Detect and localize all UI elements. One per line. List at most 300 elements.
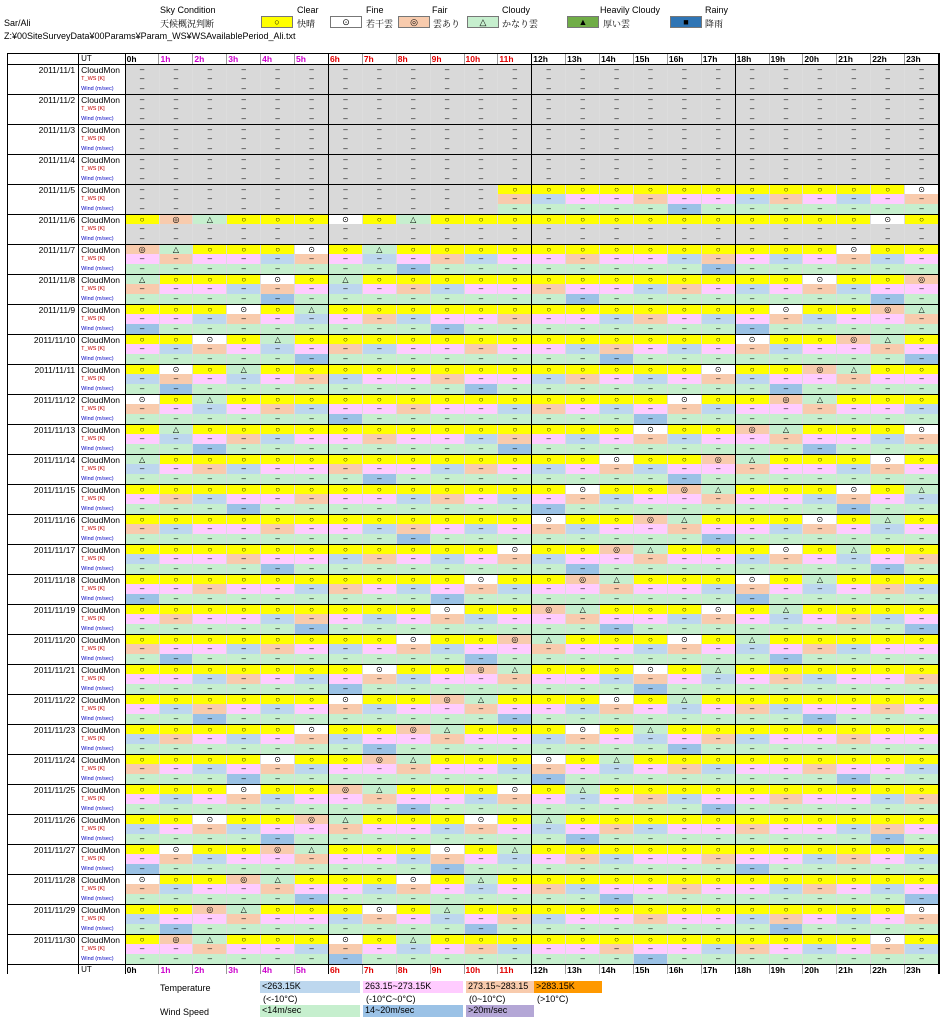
cell-cloud: △ — [566, 605, 600, 614]
legend-temp-bin-1: <263.15K — [260, 981, 360, 993]
cell-cloud: ○ — [600, 635, 634, 644]
cell-wind: – — [431, 894, 465, 904]
date-label: 2011/11/22 — [8, 695, 79, 704]
cell-cloud: ○ — [431, 305, 465, 314]
cell-cloud: ○ — [227, 545, 261, 554]
date-spacer — [8, 254, 79, 264]
cell-cloud: ○ — [126, 665, 160, 674]
cell-temp: – — [431, 314, 465, 324]
day-row-cloud — [8, 814, 939, 824]
cell-cloud: ○ — [803, 845, 837, 854]
cell-temp: – — [329, 494, 363, 504]
day-row-cloud — [8, 454, 939, 464]
cell-wind: – — [668, 114, 702, 124]
cell-cloud: ○ — [261, 785, 295, 794]
cell-temp: – — [566, 74, 600, 84]
cell-temp: – — [736, 404, 770, 414]
row-label-wind: Wind (m/sec) — [79, 924, 125, 934]
cell-temp: – — [837, 614, 871, 624]
cell-temp: – — [770, 314, 804, 324]
header-date-spacer — [8, 54, 79, 64]
cell-cloud: ○ — [634, 905, 668, 914]
day-row-cloud — [8, 64, 939, 74]
cell-temp: – — [160, 794, 194, 804]
day-row-cloud — [8, 394, 939, 404]
date-label: 2011/11/30 — [8, 935, 79, 944]
cell-cloud: ○ — [193, 605, 227, 614]
day-row-wind — [8, 114, 939, 124]
day-row-wind — [8, 924, 939, 934]
cell-cloud: ○ — [803, 455, 837, 464]
day-row-cloud — [8, 214, 939, 224]
cell-wind: – — [126, 114, 160, 124]
cell-cloud: ○ — [498, 395, 532, 404]
cell-wind: – — [160, 744, 194, 754]
date-spacer — [8, 564, 79, 574]
hour-footer-11: 11h — [498, 965, 532, 974]
cell-wind: – — [736, 774, 770, 784]
row-label-temp: T_WS [K] — [79, 764, 125, 774]
cell-wind: – — [803, 294, 837, 304]
date-spacer — [8, 864, 79, 874]
cell-wind: – — [566, 504, 600, 514]
cell-cloud: ○ — [227, 515, 261, 524]
hour-footer-21: 21h — [837, 965, 871, 974]
cell-wind: – — [566, 384, 600, 394]
cell-wind: – — [261, 864, 295, 874]
row-label-cloud: CloudMon — [79, 125, 125, 134]
cell-temp: – — [193, 764, 227, 774]
cell-temp: – — [600, 644, 634, 654]
cell-temp: – — [837, 134, 871, 144]
cell-cloud: ○ — [905, 815, 939, 824]
cell-wind: – — [126, 714, 160, 724]
cell-wind: – — [634, 504, 668, 514]
cell-wind: – — [770, 924, 804, 934]
date-spacer — [8, 204, 79, 214]
cell-temp: – — [397, 404, 431, 414]
cell-temp: – — [837, 164, 871, 174]
cell-cloud: ○ — [871, 695, 905, 704]
cell-cloud: ○ — [431, 215, 465, 224]
cell-cloud: ○ — [668, 785, 702, 794]
cell-wind: – — [363, 834, 397, 844]
cell-wind: – — [363, 684, 397, 694]
cell-cloud: ◎ — [126, 245, 160, 254]
cell-wind: – — [431, 114, 465, 124]
cell-cloud: ○ — [160, 515, 194, 524]
cell-temp: – — [193, 254, 227, 264]
cell-wind: – — [431, 564, 465, 574]
cell-cloud: ○ — [465, 425, 499, 434]
cell-cloud: ◎ — [566, 575, 600, 584]
cell-wind: – — [566, 354, 600, 364]
cell-wind: – — [498, 714, 532, 724]
cell-cloud: ○ — [532, 935, 566, 944]
day-row-temp — [8, 794, 939, 804]
cell-cloud: ○ — [532, 185, 566, 194]
cell-wind: – — [397, 684, 431, 694]
hour-header-7: 7h — [363, 54, 397, 64]
day-row-temp — [8, 344, 939, 354]
cell-temp: – — [227, 734, 261, 744]
cell-wind: – — [532, 174, 566, 184]
cell-cloud: △ — [600, 575, 634, 584]
date-label: 2011/11/16 — [8, 515, 79, 524]
cell-cloud: ○ — [837, 575, 871, 584]
cell-wind: – — [261, 144, 295, 154]
cell-wind: – — [770, 894, 804, 904]
cell-wind: – — [736, 684, 770, 694]
cell-cloud: ○ — [363, 935, 397, 944]
cell-cloud: ○ — [295, 425, 329, 434]
cell-temp: – — [736, 74, 770, 84]
cell-wind: – — [227, 324, 261, 334]
cell-cloud: ⊙ — [329, 695, 363, 704]
date-spacer — [8, 374, 79, 384]
cell-temp: – — [126, 764, 160, 774]
cell-temp: – — [871, 374, 905, 384]
cell-temp: – — [871, 134, 905, 144]
cell-wind: – — [702, 324, 736, 334]
day-row-temp — [8, 914, 939, 924]
cell-wind: – — [329, 744, 363, 754]
cell-temp: – — [431, 884, 465, 894]
cell-temp: – — [227, 374, 261, 384]
cell-temp: – — [193, 614, 227, 624]
cell-cloud: △ — [837, 545, 871, 554]
cell-wind: – — [193, 444, 227, 454]
cell-cloud: – — [803, 155, 837, 164]
cell-temp: – — [770, 254, 804, 264]
date-label: 2011/11/18 — [8, 575, 79, 584]
cell-temp: – — [295, 824, 329, 834]
date-spacer — [8, 704, 79, 714]
cell-temp: – — [261, 764, 295, 774]
cell-temp: – — [295, 944, 329, 954]
cell-cloud: ○ — [803, 785, 837, 794]
cell-cloud: ⊙ — [871, 215, 905, 224]
cell-temp: – — [329, 914, 363, 924]
cell-cloud: ○ — [397, 425, 431, 434]
day-row-temp — [8, 734, 939, 744]
cell-temp: – — [363, 284, 397, 294]
cell-cloud: ○ — [837, 905, 871, 914]
cell-cloud: – — [329, 65, 363, 74]
cell-wind: – — [465, 834, 499, 844]
cell-temp: – — [465, 344, 499, 354]
cell-wind: – — [126, 174, 160, 184]
cell-wind: – — [465, 444, 499, 454]
cell-temp: – — [871, 284, 905, 294]
row-label-cloud: CloudMon — [79, 155, 125, 164]
day-row-temp — [8, 704, 939, 714]
cell-temp: – — [905, 824, 939, 834]
cell-cloud: ○ — [770, 365, 804, 374]
cell-wind: – — [905, 504, 939, 514]
cell-cloud: ○ — [160, 755, 194, 764]
cell-wind: – — [871, 894, 905, 904]
cell-cloud: ○ — [465, 605, 499, 614]
cell-wind: – — [329, 504, 363, 514]
cell-wind: – — [465, 234, 499, 244]
cell-temp: – — [837, 854, 871, 864]
cell-wind: – — [126, 954, 160, 964]
cell-cloud: ○ — [668, 845, 702, 854]
cell-wind: – — [397, 414, 431, 424]
cell-wind: – — [126, 264, 160, 274]
date-spacer — [8, 684, 79, 694]
cell-wind: – — [193, 954, 227, 964]
cell-cloud: ○ — [736, 185, 770, 194]
cell-wind: – — [905, 294, 939, 304]
cell-wind: – — [397, 444, 431, 454]
cell-cloud: ○ — [600, 215, 634, 224]
cell-temp: – — [261, 674, 295, 684]
day-row-wind — [8, 774, 939, 784]
cell-temp: – — [431, 914, 465, 924]
cell-temp: – — [397, 374, 431, 384]
cell-temp: – — [837, 224, 871, 234]
cell-temp: – — [465, 284, 499, 294]
cell-cloud: – — [295, 185, 329, 194]
row-label-cloud: CloudMon — [79, 815, 125, 824]
cell-temp: – — [295, 164, 329, 174]
cell-temp: – — [193, 74, 227, 84]
cell-cloud: ○ — [837, 635, 871, 644]
cell-wind: – — [227, 774, 261, 784]
cell-cloud: ○ — [736, 245, 770, 254]
cell-wind: – — [431, 174, 465, 184]
cell-wind: – — [160, 84, 194, 94]
cell-wind: – — [532, 84, 566, 94]
cell-cloud: ⊙ — [634, 665, 668, 674]
cell-temp: – — [566, 494, 600, 504]
cell-cloud: ⊙ — [668, 635, 702, 644]
cell-temp: – — [668, 854, 702, 864]
cell-wind: – — [160, 384, 194, 394]
cell-temp: – — [566, 434, 600, 444]
cell-cloud: ○ — [397, 665, 431, 674]
legend-wind-label: Wind Speed — [160, 1007, 210, 1017]
cell-wind: – — [702, 804, 736, 814]
cell-wind: – — [295, 534, 329, 544]
cell-wind: – — [227, 444, 261, 454]
cell-temp: – — [498, 944, 532, 954]
cell-wind: – — [431, 594, 465, 604]
cell-temp: – — [160, 524, 194, 534]
cell-cloud: △ — [770, 605, 804, 614]
cell-wind: – — [702, 534, 736, 544]
cell-cloud: ○ — [295, 515, 329, 524]
row-label-temp: T_WS [K] — [79, 734, 125, 744]
cell-temp: – — [126, 164, 160, 174]
cell-temp: – — [600, 614, 634, 624]
cell-temp: – — [532, 104, 566, 114]
cell-wind: – — [431, 774, 465, 784]
cell-temp: – — [261, 644, 295, 654]
cell-wind: – — [160, 474, 194, 484]
cell-temp: – — [329, 404, 363, 414]
cell-wind: – — [261, 744, 295, 754]
cell-wind: – — [363, 84, 397, 94]
cell-cloud: ○ — [600, 725, 634, 734]
cell-cloud: ○ — [566, 365, 600, 374]
cell-cloud: – — [566, 95, 600, 104]
cell-temp: – — [532, 524, 566, 534]
day-row-wind — [8, 714, 939, 724]
cell-temp: – — [329, 434, 363, 444]
cell-cloud: ○ — [803, 665, 837, 674]
cell-cloud: ○ — [160, 725, 194, 734]
cell-wind: – — [905, 114, 939, 124]
cell-wind: – — [634, 474, 668, 484]
cell-cloud: – — [363, 125, 397, 134]
hour-header-23: 23h — [905, 54, 939, 64]
hour-header-11: 11h — [498, 54, 532, 64]
cell-temp: – — [837, 194, 871, 204]
cell-wind: – — [837, 414, 871, 424]
row-label-wind: Wind (m/sec) — [79, 804, 125, 814]
cell-temp: – — [736, 794, 770, 804]
cell-wind: – — [634, 264, 668, 274]
cell-temp: – — [702, 644, 736, 654]
cell-wind: – — [803, 594, 837, 604]
cell-temp: – — [905, 104, 939, 114]
cell-wind: – — [702, 954, 736, 964]
cell-wind: – — [634, 144, 668, 154]
cell-wind: – — [871, 684, 905, 694]
cell-wind: – — [193, 684, 227, 694]
cell-temp: – — [498, 344, 532, 354]
cell-wind: – — [261, 114, 295, 124]
day-row-cloud — [8, 424, 939, 434]
cell-wind: – — [160, 894, 194, 904]
cell-temp: – — [126, 224, 160, 234]
cell-temp: – — [600, 764, 634, 774]
cell-temp: – — [126, 614, 160, 624]
cell-cloud: ⊙ — [803, 275, 837, 284]
cell-wind: – — [498, 834, 532, 844]
cell-cloud: ○ — [498, 515, 532, 524]
cell-cloud: ○ — [465, 215, 499, 224]
cell-temp: – — [532, 374, 566, 384]
cell-temp: – — [363, 224, 397, 234]
cell-cloud: △ — [329, 815, 363, 824]
cell-temp: – — [600, 884, 634, 894]
date-label: 2011/11/4 — [8, 155, 79, 164]
cell-cloud: ⊙ — [126, 875, 160, 884]
date-label: 2011/11/7 — [8, 245, 79, 254]
cell-wind: – — [668, 294, 702, 304]
cell-temp: – — [566, 944, 600, 954]
cell-cloud: ○ — [193, 305, 227, 314]
cell-cloud: – — [465, 185, 499, 194]
cell-wind: – — [295, 84, 329, 94]
cell-wind: – — [498, 174, 532, 184]
cell-wind: – — [465, 804, 499, 814]
cell-wind: – — [227, 864, 261, 874]
row-label-wind: Wind (m/sec) — [79, 144, 125, 154]
cell-wind: – — [803, 114, 837, 124]
cell-wind: – — [465, 924, 499, 934]
cell-wind: – — [193, 84, 227, 94]
cell-temp: – — [295, 254, 329, 264]
cell-temp: – — [160, 824, 194, 834]
cell-cloud: ○ — [227, 395, 261, 404]
day-row-cloud — [8, 784, 939, 794]
cell-cloud: ○ — [465, 935, 499, 944]
cell-cloud: – — [363, 65, 397, 74]
cell-wind: – — [295, 444, 329, 454]
cell-temp: – — [431, 614, 465, 624]
cell-wind: – — [363, 594, 397, 604]
cell-cloud: △ — [227, 905, 261, 914]
cell-temp: – — [837, 434, 871, 444]
cell-cloud: ○ — [295, 605, 329, 614]
date-spacer — [8, 504, 79, 514]
cond-fair-en: Fair — [432, 5, 448, 15]
cell-cloud: – — [668, 95, 702, 104]
cell-cloud: ○ — [397, 455, 431, 464]
cell-wind: – — [397, 834, 431, 844]
cell-temp: – — [803, 704, 837, 714]
cell-cloud: ○ — [803, 755, 837, 764]
cell-wind: – — [261, 774, 295, 784]
cell-cloud: ◎ — [905, 275, 939, 284]
cell-cloud: ○ — [431, 365, 465, 374]
row-label-temp: T_WS [K] — [79, 164, 125, 174]
cell-temp: – — [465, 644, 499, 654]
cell-cloud: ○ — [871, 275, 905, 284]
cell-wind: – — [532, 474, 566, 484]
cell-wind: – — [871, 84, 905, 94]
cell-wind: – — [634, 564, 668, 574]
cell-cloud: ○ — [770, 335, 804, 344]
cell-wind: – — [736, 414, 770, 424]
cell-wind: – — [803, 564, 837, 574]
cell-cloud: ⊙ — [770, 545, 804, 554]
date-label: 2011/11/27 — [8, 845, 79, 854]
cell-temp: – — [702, 614, 736, 624]
cell-wind: – — [532, 114, 566, 124]
cell-wind: – — [227, 114, 261, 124]
cell-cloud: ○ — [363, 455, 397, 464]
cell-temp: – — [803, 314, 837, 324]
cell-wind: – — [871, 204, 905, 214]
cell-cloud: ⊙ — [871, 935, 905, 944]
cell-temp: – — [261, 494, 295, 504]
cell-temp: – — [702, 164, 736, 174]
cell-wind: – — [295, 174, 329, 184]
cell-temp: – — [905, 74, 939, 84]
cell-temp: – — [295, 74, 329, 84]
cell-wind: – — [498, 894, 532, 904]
cell-wind: – — [871, 174, 905, 184]
cell-wind: – — [668, 594, 702, 604]
cell-cloud: △ — [261, 875, 295, 884]
cell-temp: – — [770, 344, 804, 354]
cell-cloud: ○ — [227, 665, 261, 674]
cell-temp: – — [566, 614, 600, 624]
cell-temp: – — [871, 164, 905, 174]
cell-temp: – — [498, 914, 532, 924]
cell-cloud: ○ — [465, 395, 499, 404]
cell-cloud: ○ — [193, 665, 227, 674]
cell-wind: – — [397, 864, 431, 874]
cell-cloud: ○ — [634, 815, 668, 824]
cell-temp: – — [126, 464, 160, 474]
